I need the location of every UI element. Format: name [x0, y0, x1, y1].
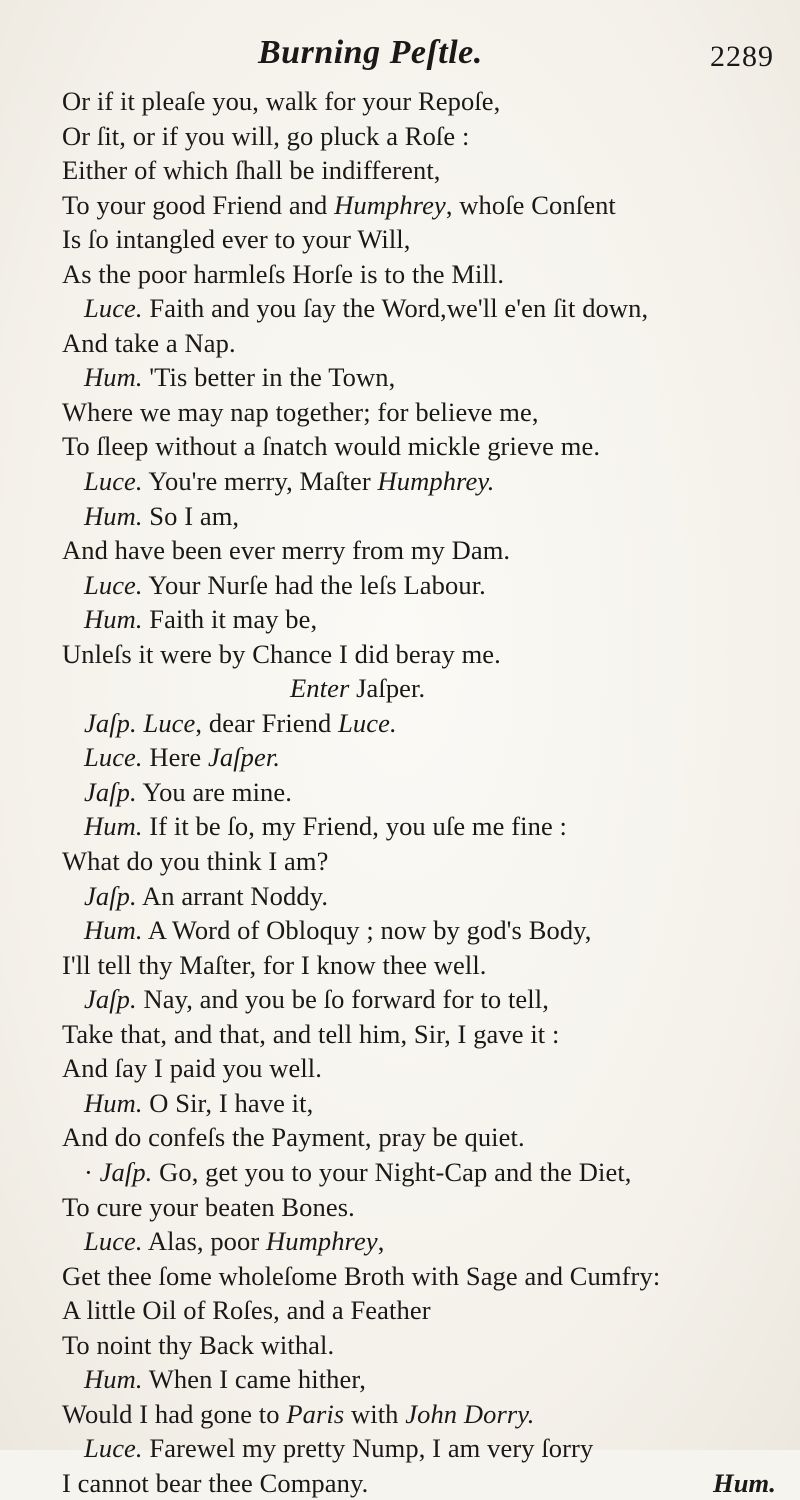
verse-line — [62, 844, 782, 879]
verse-line — [62, 1120, 782, 1155]
line-text: To your good Friend and — [62, 189, 335, 220]
speech-line — [62, 809, 782, 844]
verse-line — [62, 1328, 782, 1363]
line-text: Take that, and that, and tell him, Sir, I gave it : — [62, 1018, 560, 1049]
line-text: To ſleep without a ſnatch would mickle grieve me. — [62, 431, 601, 462]
italic-text: Hum. — [84, 811, 143, 842]
verse-line — [62, 1466, 782, 1500]
italic-text: Luce. — [84, 742, 143, 773]
line-text: Would I had gone to — [62, 1398, 287, 1429]
italic-text: Hum. — [84, 1364, 143, 1395]
italic-text: Jaſp. — [84, 984, 137, 1015]
play-text — [62, 84, 782, 1500]
italic-text: Humphrey — [334, 189, 446, 220]
line-text: What do you think I am? — [62, 846, 329, 877]
speech-line — [62, 1362, 782, 1397]
speech-line — [62, 602, 782, 637]
line-text: with — [344, 1398, 406, 1429]
speech-line — [62, 464, 782, 499]
line-text: If it be ſo, my Friend, you uſe me fine : — [142, 811, 567, 842]
speech-line — [62, 913, 782, 948]
italic-text: Humphrey. — [377, 466, 495, 497]
line-text: O Sir, I have it, — [142, 1087, 314, 1118]
line-text: Jaſper. — [349, 673, 426, 704]
verse-line — [62, 533, 782, 568]
line-text: Farewel my pretty Nump, I am very ſorry — [142, 1433, 594, 1464]
line-text: And do confeſs the Payment, pray be quiet. — [62, 1122, 525, 1153]
italic-text: Hum. — [84, 604, 143, 635]
verse-line — [62, 1259, 782, 1294]
catchword: Hum. — [713, 1467, 776, 1498]
line-text: Unleſs it were by Chance I did beray me. — [62, 638, 501, 669]
line-text: Either of which ſhall be indifferent, — [62, 155, 441, 186]
verse-line — [62, 1293, 782, 1328]
italic-text: Luce. — [84, 1226, 143, 1257]
line-text: Is ſo intangled ever to your Will, — [62, 224, 411, 255]
stage-direction — [62, 671, 782, 706]
speech-line — [62, 291, 782, 326]
italic-text: Luce. — [84, 466, 143, 497]
verse-line — [62, 637, 782, 672]
line-text: Faith it may be, — [142, 604, 318, 635]
line-text: A little Oil of Roſes, and a Feather — [62, 1295, 431, 1326]
line-text: 'Tis better in the Town, — [142, 362, 396, 393]
line-text: Or if it pleaſe you, walk for your Repoſe, — [62, 86, 501, 116]
line-text: , dear Friend — [195, 707, 339, 738]
line-text: To noint thy Back withal. — [62, 1329, 335, 1360]
italic-text: Hum. — [84, 500, 143, 531]
line-text: Where we may nap together; for believe me, — [62, 396, 539, 427]
verse-line — [62, 1051, 782, 1086]
verse-line — [62, 1397, 782, 1432]
speech-line — [62, 706, 782, 741]
line-text: Faith and you ſay the Word,we'll e'en ſit down, — [142, 293, 649, 324]
italic-text: Humphrey — [266, 1226, 378, 1257]
verse-line — [62, 1017, 782, 1052]
verse-line — [62, 119, 782, 154]
line-text: A Word of Obloquy ; now by god's Body, — [142, 915, 592, 946]
verse-line — [62, 395, 782, 430]
italic-text: Luce. — [84, 569, 143, 600]
line-text: You are mine. — [136, 776, 292, 807]
italic-text: Jaſp. — [84, 880, 137, 911]
line-text: Alas, poor — [142, 1226, 267, 1257]
speech-line — [62, 740, 782, 775]
speech-line — [62, 879, 782, 914]
line-text: To cure your beaten Bones. — [62, 1191, 355, 1222]
verse-line — [62, 84, 782, 119]
speech-line — [62, 1086, 782, 1121]
italic-text: Luce. — [84, 1433, 143, 1464]
line-text: As the poor harmleſs Horſe is to the Mill. — [62, 258, 505, 289]
line-text: An arrant Noddy. — [136, 880, 329, 911]
line-text: And ſay I paid you well. — [62, 1053, 322, 1084]
line-text: I'll tell thy Maſter, for I know thee well. — [62, 949, 487, 980]
line-text: , — [377, 1226, 385, 1257]
italic-text: Jaſp. — [84, 776, 137, 807]
verse-line — [62, 326, 782, 361]
verse-line — [62, 429, 782, 464]
verse-line — [62, 222, 782, 257]
verse-line — [62, 153, 782, 188]
line-text: So I am, — [142, 500, 240, 531]
speech-line — [62, 775, 782, 810]
line-text: And take a Nap. — [62, 327, 236, 358]
running-title: Burning Peſtle. — [258, 34, 483, 71]
line-text: , whoſe Conſent — [445, 189, 616, 220]
speech-line — [62, 568, 782, 603]
speech-line — [62, 1431, 782, 1466]
line-text: Go, get you to your Night-Cap and the Diet, — [152, 1156, 632, 1187]
line-text: And have been ever merry from my Dam. — [62, 535, 511, 566]
speech-line — [62, 982, 782, 1017]
line-text: Nay, and you be ſo forward for to tell, — [136, 984, 549, 1015]
verse-line — [62, 1190, 782, 1225]
line-text: · — [84, 1156, 100, 1187]
italic-text: Hum. — [84, 362, 143, 393]
italic-text: Jaſp. — [99, 1156, 153, 1187]
speech-line — [62, 499, 782, 534]
italic-text: Paris — [286, 1398, 345, 1429]
speech-line — [62, 360, 782, 395]
line-text: Or ſit, or if you will, go pluck a Roſe : — [62, 120, 470, 151]
verse-line — [62, 948, 782, 983]
speech-line — [62, 1224, 782, 1259]
italic-text: John Dorry. — [405, 1398, 535, 1429]
italic-text: Enter — [290, 673, 350, 704]
line-text: I cannot bear thee Company. — [62, 1467, 369, 1498]
line-text: Get thee ſome wholeſome Broth with Sage and Cumfry: — [62, 1260, 661, 1291]
italic-text: Luce — [143, 707, 196, 738]
italic-text: Luce. — [84, 293, 143, 324]
line-text: Your Nurſe had the leſs Labour. — [142, 569, 486, 600]
italic-text: Hum. — [84, 1087, 143, 1118]
italic-text: Luce. — [338, 707, 397, 738]
page-header — [0, 34, 800, 78]
italic-text: Jaſper. — [207, 742, 281, 773]
line-text: Here — [142, 742, 208, 773]
page-number: 2289 — [710, 40, 774, 73]
line-text: You're merry, Maſter — [142, 466, 378, 497]
italic-text: Hum. — [84, 915, 143, 946]
line-text: When I came hither, — [142, 1364, 366, 1395]
verse-line — [62, 257, 782, 292]
italic-text: Jaſp. — [84, 707, 137, 738]
speech-line — [62, 1155, 782, 1190]
verse-line — [62, 188, 782, 223]
